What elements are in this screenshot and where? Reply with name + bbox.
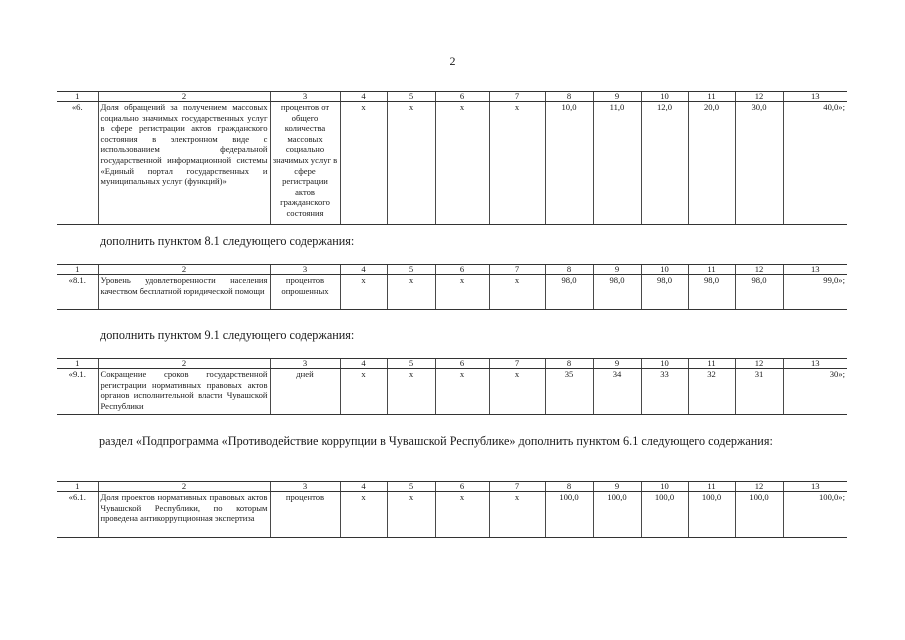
row-number: «6. (57, 102, 98, 225)
header-row (57, 265, 847, 275)
header-cell: 5 (387, 92, 435, 102)
header-cell: 11 (688, 265, 735, 275)
value-cell: 11,0 (593, 102, 641, 225)
header-cell: 13 (783, 265, 847, 275)
header-cell: 1 (57, 359, 98, 369)
header-row (57, 482, 847, 492)
value-cell: х (340, 492, 387, 538)
header-cell: 4 (340, 92, 387, 102)
header-cell: 10 (641, 359, 688, 369)
indicator-name: Доля обращений за получением массовых социально значимых государственных услуг в сфере регистрации актов гражданского состояния в электронном виде с использованием федеральной государственной информационной системы «Единый портал государственных и муниципальных услуг (функций)» (98, 102, 270, 225)
indicator-table-9-1 (57, 358, 847, 415)
unit: процентов от общего количества массовых социально значимых услуг в сфере регистрации актов гражданского состояния (270, 102, 340, 225)
header-cell: 10 (641, 482, 688, 492)
value-cell: 99,0»; (783, 275, 847, 310)
value-cell: 34 (593, 369, 641, 415)
value-cell: 100,0 (545, 492, 593, 538)
indicator-name: Уровень удовлетворенности населения качеством бесплатной юридической помощи (98, 275, 270, 310)
value-cell: 35 (545, 369, 593, 415)
header-cell: 5 (387, 265, 435, 275)
header-cell: 7 (489, 482, 545, 492)
header-cell: 4 (340, 482, 387, 492)
indicator-table-anticorruption-6-1 (57, 481, 847, 538)
value-cell: 98,0 (593, 275, 641, 310)
header-cell: 10 (641, 265, 688, 275)
indicator-name: Сокращение сроков государственной регистрации нормативных правовых актов органов исполнительной власти Чувашской Республики (98, 369, 270, 415)
header-cell: 11 (688, 482, 735, 492)
value-cell: 100,0»; (783, 492, 847, 538)
header-cell: 3 (270, 482, 340, 492)
row-number: «6.1. (57, 492, 98, 538)
header-cell: 8 (545, 265, 593, 275)
value-cell: 32 (688, 369, 735, 415)
header-cell: 4 (340, 359, 387, 369)
header-cell: 8 (545, 482, 593, 492)
value-cell: х (340, 275, 387, 310)
value-cell: х (435, 492, 489, 538)
value-cell: 100,0 (641, 492, 688, 538)
header-cell: 9 (593, 265, 641, 275)
header-cell: 12 (735, 265, 783, 275)
header-cell: 9 (593, 359, 641, 369)
value-cell: 33 (641, 369, 688, 415)
value-cell: 100,0 (735, 492, 783, 538)
row-number: «9.1. (57, 369, 98, 415)
header-cell: 13 (783, 359, 847, 369)
table-row (57, 275, 847, 310)
header-row (57, 359, 847, 369)
value-cell: 98,0 (641, 275, 688, 310)
value-cell: 30»; (783, 369, 847, 415)
header-cell: 8 (545, 92, 593, 102)
table-row (57, 102, 847, 225)
unit: процентов опрошенных (270, 275, 340, 310)
header-cell: 9 (593, 482, 641, 492)
value-cell: 98,0 (688, 275, 735, 310)
header-cell: 1 (57, 265, 98, 275)
header-cell: 2 (98, 359, 270, 369)
value-cell: х (387, 275, 435, 310)
value-cell: х (340, 102, 387, 225)
value-cell: х (489, 369, 545, 415)
page-number: 2 (449, 54, 456, 68)
header-cell: 2 (98, 92, 270, 102)
paragraph-section-anticorruption: раздел «Подпрограмма «Противодействие коррупции в Чувашской Республике» дополнить пунктом 6.1 следующего содержания: (99, 434, 773, 448)
header-cell: 2 (98, 482, 270, 492)
unit: дней (270, 369, 340, 415)
header-cell: 6 (435, 265, 489, 275)
header-cell: 2 (98, 265, 270, 275)
header-cell: 1 (57, 92, 98, 102)
value-cell: 100,0 (688, 492, 735, 538)
value-cell: 98,0 (545, 275, 593, 310)
indicator-table-6 (57, 91, 847, 225)
header-cell: 3 (270, 92, 340, 102)
header-cell: 13 (783, 92, 847, 102)
value-cell: х (387, 102, 435, 225)
value-cell: х (489, 492, 545, 538)
header-cell: 3 (270, 359, 340, 369)
header-row (57, 92, 847, 102)
value-cell: х (340, 369, 387, 415)
value-cell: 98,0 (735, 275, 783, 310)
value-cell: х (387, 492, 435, 538)
header-cell: 7 (489, 265, 545, 275)
value-cell: х (435, 369, 489, 415)
value-cell: х (435, 102, 489, 225)
value-cell: х (489, 275, 545, 310)
header-cell: 8 (545, 359, 593, 369)
value-cell: х (435, 275, 489, 310)
paragraph-add-8-1: дополнить пунктом 8.1 следующего содержания: (100, 234, 355, 248)
value-cell: 20,0 (688, 102, 735, 225)
header-cell: 5 (387, 482, 435, 492)
header-cell: 11 (688, 359, 735, 369)
header-cell: 7 (489, 92, 545, 102)
paragraph-add-9-1: дополнить пунктом 9.1 следующего содержания: (100, 328, 355, 342)
header-cell: 7 (489, 359, 545, 369)
header-cell: 4 (340, 265, 387, 275)
value-cell: 40,0»; (783, 102, 847, 225)
header-cell: 9 (593, 92, 641, 102)
header-cell: 1 (57, 482, 98, 492)
row-number: «8.1. (57, 275, 98, 310)
header-cell: 6 (435, 359, 489, 369)
header-cell: 12 (735, 482, 783, 492)
header-cell: 6 (435, 482, 489, 492)
header-cell: 6 (435, 92, 489, 102)
value-cell: х (387, 369, 435, 415)
header-cell: 10 (641, 92, 688, 102)
unit: процентов (270, 492, 340, 538)
table-row (57, 492, 847, 538)
indicator-name: Доля проектов нормативных правовых актов Чувашской Республики, по которым проведена антикоррупционная экспертиза (98, 492, 270, 538)
value-cell: 31 (735, 369, 783, 415)
value-cell: 30,0 (735, 102, 783, 225)
header-cell: 13 (783, 482, 847, 492)
header-cell: 3 (270, 265, 340, 275)
value-cell: х (489, 102, 545, 225)
header-cell: 12 (735, 92, 783, 102)
header-cell: 5 (387, 359, 435, 369)
table-row (57, 369, 847, 415)
header-cell: 11 (688, 92, 735, 102)
value-cell: 100,0 (593, 492, 641, 538)
header-cell: 12 (735, 359, 783, 369)
indicator-table-8-1 (57, 264, 847, 310)
value-cell: 10,0 (545, 102, 593, 225)
value-cell: 12,0 (641, 102, 688, 225)
